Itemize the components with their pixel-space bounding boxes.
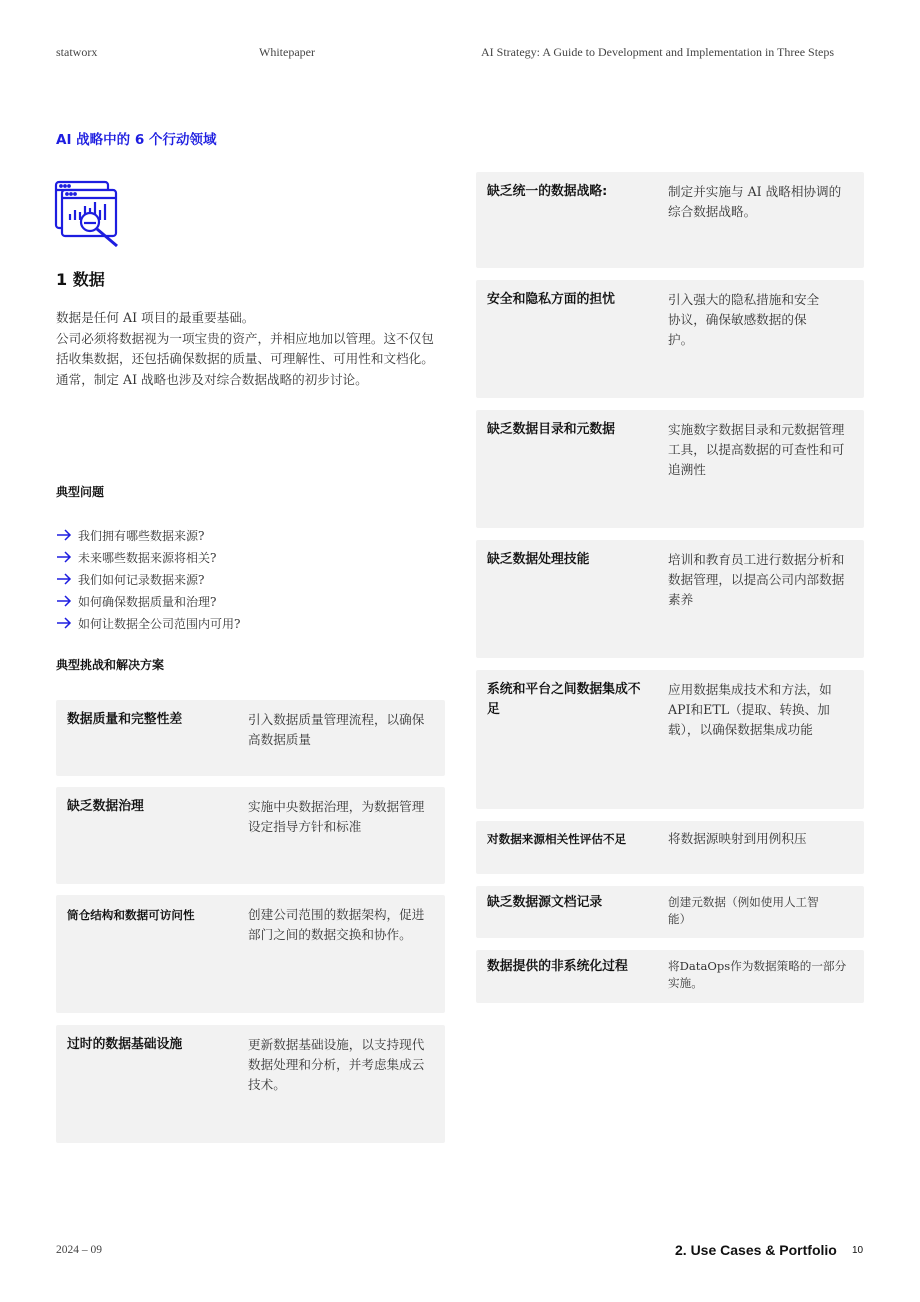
question-text: 我们拥有哪些数据来源?: [78, 528, 205, 543]
challenge-problem: 缺乏数据处理技能: [487, 552, 590, 567]
challenge-solution: 将DataOps作为数据策略的一部分实施。: [668, 959, 847, 990]
challenge-solution: 创建元数据（例如使用人工智能）: [668, 895, 819, 926]
challenge-problem: 筒仓结构和数据可访问性: [67, 908, 195, 922]
question-item: [56, 612, 240, 634]
header-doc-type: Whitepaper: [259, 45, 315, 59]
challenge-solution: 实施数字数据目录和元数据管理工具，以提高数据的可查性和可追溯性: [668, 422, 845, 477]
challenge-solution: 应用数据集成技术和方法，如API和ETL（提取、转换、加载），以确保数据集成功能: [668, 682, 832, 737]
question-text: 我们如何记录数据来源?: [78, 572, 205, 587]
challenge-card: [476, 410, 864, 528]
challenge-card: [56, 1025, 445, 1143]
header-brand: statworx: [56, 45, 98, 59]
intro-line-2: 公司必须将数据视为一项宝贵的资产，并相应地加以管理。这不仅包括收集数据，还包括确保数据的质量、可理解性、可用性和文档化。通常，制定 AI 战略也涉及对综合数据战略的初步讨论。: [56, 330, 434, 387]
challenge-solution: 引入强大的隐私措施和安全协议，确保敏感数据的保护。: [668, 292, 820, 347]
challenge-card: [476, 280, 864, 398]
challenge-solution: 培训和教育员工进行数据分析和数据管理，以提高公司内部数据素养: [668, 552, 845, 607]
arrow-right-icon: [56, 529, 72, 541]
challenge-solution: 创建公司范围的数据架构，促进部门之间的数据交换和协作。: [248, 907, 425, 942]
arrow-right-icon: [56, 595, 72, 607]
challenge-problem: 对数据来源相关性评估不足: [487, 832, 627, 846]
intro-line-1: 数据是任何 AI 项目的最重要基础。: [56, 310, 255, 325]
section-intro: [56, 308, 446, 390]
section-title: 1 数据: [56, 270, 105, 289]
challenge-problem: 安全和隐私方面的担忧: [487, 292, 615, 307]
question-item: [56, 590, 240, 612]
page-number: 10: [852, 1245, 864, 1256]
challenge-solution: 实施中央数据治理，为数据管理设定指导方针和标准: [248, 799, 425, 834]
challenge-card: [56, 787, 445, 884]
challenge-card: [476, 821, 864, 874]
arrow-right-icon: [56, 617, 72, 629]
challenge-card: [476, 540, 864, 658]
challenge-problem: 过时的数据基础设施: [67, 1037, 183, 1052]
challenge-card: [476, 886, 864, 938]
data-analysis-magnifier-icon: [54, 180, 124, 250]
challenge-solution: 制定并实施与 AI 战略相协调的综合数据战略。: [668, 184, 842, 219]
arrow-right-icon: [56, 573, 72, 585]
question-item: [56, 524, 240, 546]
challenge-problem: 缺乏统一的数据战略:: [487, 184, 608, 199]
question-list: [56, 524, 240, 634]
challenge-card: [476, 172, 864, 268]
challenge-card: [56, 895, 445, 1013]
challenge-solution: 引入数据质量管理流程，以确保高数据质量: [248, 712, 425, 747]
question-text: 如何让数据全公司范围内可用?: [78, 616, 241, 631]
questions-heading: 典型问题: [56, 485, 105, 499]
question-item: [56, 546, 240, 568]
challenges-heading: 典型挑战和解决方案: [56, 658, 165, 672]
challenge-problem: 数据质量和完整性差: [67, 712, 183, 727]
challenge-card: [476, 950, 864, 1003]
challenge-problem: 数据提供的非系统化过程: [487, 959, 628, 974]
question-text: 未来哪些数据来源将相关?: [78, 550, 217, 565]
question-item: [56, 568, 240, 590]
challenge-problem: 缺乏数据目录和元数据: [487, 422, 615, 437]
header-doc-title: AI Strategy: A Guide to Development and Implementation in Three Steps: [481, 45, 835, 59]
challenge-card: [56, 700, 445, 776]
challenge-solution: 更新数据基础设施，以支持现代数据处理和分析，并考虑集成云技术。: [248, 1037, 425, 1092]
footer-date: 2024 – 09: [56, 1244, 102, 1256]
challenge-card: [476, 670, 864, 809]
challenge-problem: 缺乏数据治理: [67, 799, 144, 814]
challenge-solution: 将数据源映射到用例积压: [668, 831, 807, 846]
challenge-problem: 缺乏数据源文档记录: [487, 895, 603, 910]
challenge-problem: 系统和平台之间数据集成不足: [487, 682, 641, 717]
arrow-right-icon: [56, 551, 72, 563]
footer-section-title: 2. Use Cases & Portfolio: [675, 1242, 837, 1258]
question-text: 如何确保数据质量和治理?: [78, 594, 217, 609]
section-label: AI 战略中的 6 个行动领域: [56, 132, 217, 148]
